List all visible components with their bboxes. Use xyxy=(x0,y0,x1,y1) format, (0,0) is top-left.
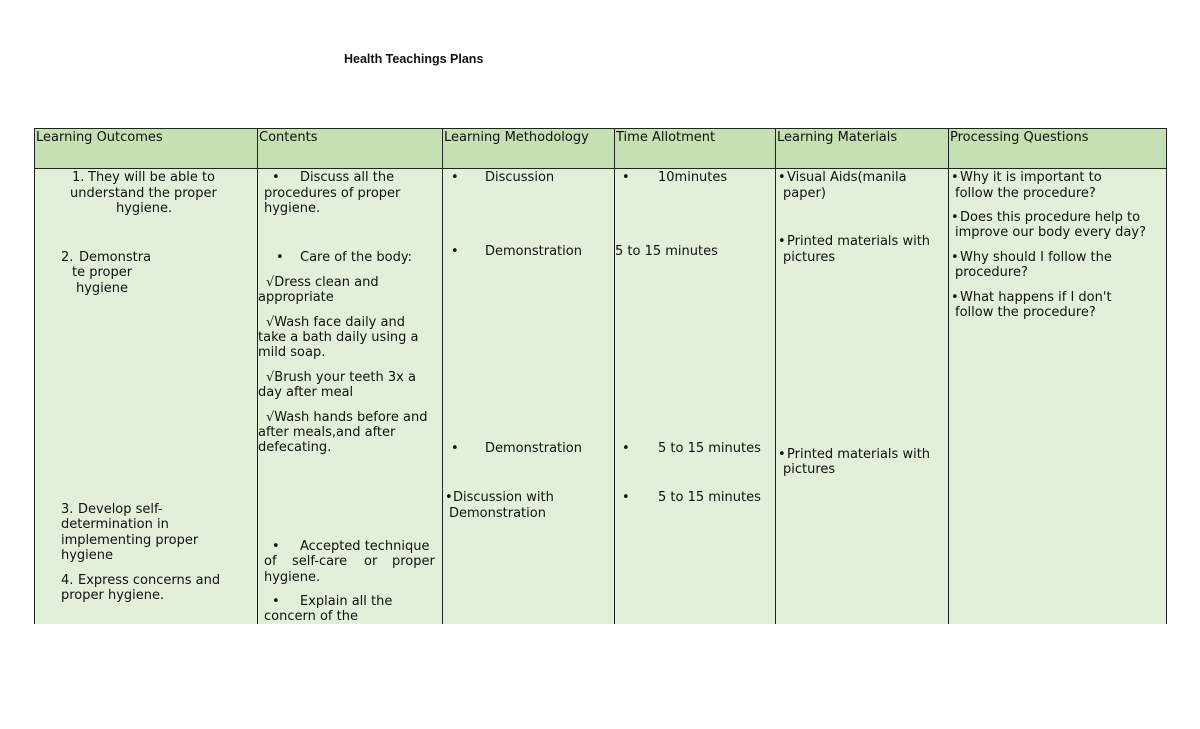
cell-time-allotment xyxy=(615,169,775,624)
question-line: follow the procedure? xyxy=(955,305,1096,320)
page-title: Health Teachings Plans xyxy=(344,52,484,66)
question-line: improve our body every day? xyxy=(955,225,1146,240)
methodology-item: Demonstration xyxy=(485,244,582,259)
outcome-3-line: hygiene xyxy=(61,548,114,563)
outcome-3-line: Develop self- xyxy=(78,502,163,517)
outcome-4-number: 4. xyxy=(61,573,74,588)
bullet-icon: • xyxy=(778,234,786,249)
time-item: 10minutes xyxy=(658,170,728,185)
content-line: √Wash face daily and xyxy=(266,315,405,330)
content-line: defecating. xyxy=(258,440,332,455)
outcome-4-line: proper hygiene. xyxy=(61,588,165,603)
question-line: Why should I follow the xyxy=(960,250,1112,265)
header-learning-materials: Learning Materials xyxy=(776,129,948,169)
content-line: take a bath daily using a xyxy=(258,330,419,345)
column-divider xyxy=(948,129,949,623)
outcome-3-line: determination in xyxy=(61,517,169,532)
bullet-icon: • xyxy=(778,170,786,185)
content-line: √Dress clean and xyxy=(266,275,379,290)
outcome-4-line: Express concerns and xyxy=(78,573,221,588)
content-line: Accepted technique xyxy=(300,539,430,554)
methodology-item: Demonstration xyxy=(449,506,546,521)
bullet-icon: • xyxy=(276,250,284,265)
bullet-icon: • xyxy=(622,490,630,505)
methodology-item: Discussion xyxy=(485,170,555,185)
content-line: after meals,and after xyxy=(258,425,396,440)
content-line: concern of the xyxy=(264,609,358,624)
question-line: Does this procedure help to xyxy=(960,210,1141,225)
methodology-item: Discussion with xyxy=(453,490,554,505)
bullet-icon: • xyxy=(272,594,280,609)
content-line: appropriate xyxy=(258,290,334,305)
material-line: pictures xyxy=(783,462,836,477)
time-item: 5 to 15 minutes xyxy=(658,490,761,505)
column-divider xyxy=(775,129,776,623)
methodology-item: Demonstration xyxy=(485,441,582,456)
outcome-2-line: Demonstra xyxy=(79,250,152,265)
column-divider xyxy=(442,129,443,623)
header-processing-questions: Processing Questions xyxy=(949,129,1166,169)
outcome-2-number: 2. xyxy=(61,250,74,265)
outcome-1-line: hygiene. xyxy=(116,201,173,216)
bullet-icon: • xyxy=(951,170,959,185)
content-line: Care of the body: xyxy=(300,250,412,265)
bullet-icon: • xyxy=(622,441,630,456)
cell-contents xyxy=(258,169,442,624)
bullet-icon: • xyxy=(451,441,459,456)
question-line: What happens if I don't xyxy=(960,290,1112,305)
header-time-allotment: Time Allotment xyxy=(615,129,775,169)
content-line: proper xyxy=(392,554,435,569)
question-line: procedure? xyxy=(955,265,1028,280)
question-line: Why it is important to xyxy=(960,170,1102,185)
column-divider xyxy=(257,129,258,623)
content-line: √Brush your teeth 3x a xyxy=(266,370,416,385)
cell-learning-materials xyxy=(776,169,948,624)
content-line: hygiene. xyxy=(264,570,321,585)
bullet-icon: • xyxy=(778,447,786,462)
header-learning-methodology: Learning Methodology xyxy=(443,129,614,169)
header-learning-outcomes: Learning Outcomes xyxy=(35,129,257,169)
cell-learning-methodology xyxy=(443,169,614,624)
content-line: day after meal xyxy=(258,385,354,400)
bullet-icon: • xyxy=(445,490,453,505)
teaching-plan-table xyxy=(34,128,1167,624)
bullet-icon: • xyxy=(451,170,459,185)
content-line: √Wash hands before and xyxy=(266,410,428,425)
content-line: Discuss all the xyxy=(300,170,395,185)
bullet-icon: • xyxy=(622,170,630,185)
outcome-3-line: implementing proper xyxy=(61,533,199,548)
question-line: follow the procedure? xyxy=(955,186,1096,201)
material-line: Visual Aids(manila xyxy=(787,170,907,185)
column-divider xyxy=(614,129,615,623)
outcome-1-number: 1. xyxy=(72,170,85,185)
outcome-3-number: 3. xyxy=(61,502,74,517)
bullet-icon: • xyxy=(272,170,280,185)
cell-learning-outcomes xyxy=(35,169,257,624)
time-item: 5 to 15 minutes xyxy=(658,441,761,456)
header-contents: Contents xyxy=(258,129,442,169)
material-line: paper) xyxy=(783,186,826,201)
material-line: Printed materials with xyxy=(787,447,931,462)
bullet-icon: • xyxy=(451,244,459,259)
outcome-1-line: They will be able to xyxy=(88,170,215,185)
material-line: Printed materials with xyxy=(787,234,931,249)
bullet-icon: • xyxy=(951,250,959,265)
outcome-2-line: te proper xyxy=(72,265,133,280)
bullet-icon: • xyxy=(951,210,959,225)
content-line: mild soap. xyxy=(258,345,326,360)
content-line: or xyxy=(364,554,378,569)
content-line: hygiene. xyxy=(264,201,321,216)
content-line: procedures of proper xyxy=(264,186,401,201)
time-item: 5 to 15 minutes xyxy=(615,244,718,259)
material-line: pictures xyxy=(783,250,836,265)
cell-processing-questions xyxy=(949,169,1166,624)
bullet-icon: • xyxy=(951,290,959,305)
content-line: Explain all the xyxy=(300,594,393,609)
outcome-2-line: hygiene xyxy=(76,281,129,296)
outcome-1-line: understand the proper xyxy=(70,186,217,201)
content-line: of xyxy=(264,554,277,569)
bullet-icon: • xyxy=(272,539,280,554)
content-line: self-care xyxy=(292,554,348,569)
